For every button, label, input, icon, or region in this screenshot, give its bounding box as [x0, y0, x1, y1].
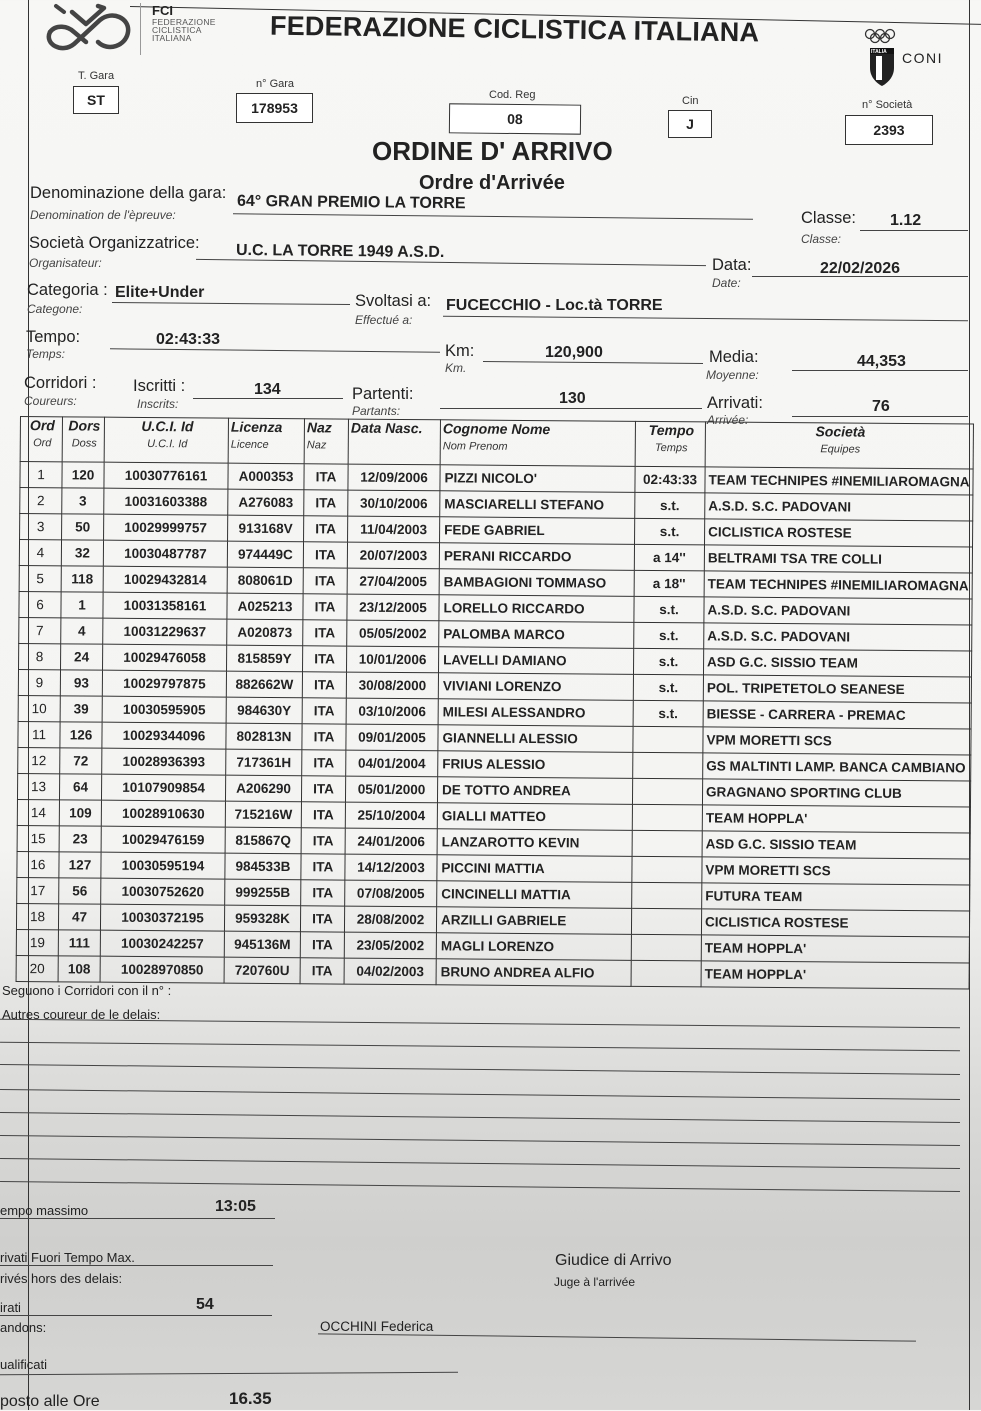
- row-uci-id: 10029476058: [103, 644, 227, 671]
- ritirati-label: irati: [0, 1300, 21, 1315]
- tempo-massimo-value: 13:05: [215, 1198, 256, 1215]
- km-label: Km:: [445, 342, 475, 360]
- row-team: BELTRAMI TSA TRE COLLI: [704, 545, 972, 573]
- row-data-nasc: 04/01/2004: [346, 750, 438, 777]
- column-header: [348, 419, 440, 465]
- ore-value: 16.35: [229, 1389, 272, 1408]
- row-data-nasc: 20/07/2003: [347, 542, 439, 569]
- row-naz: ITA: [303, 646, 347, 672]
- arrivati-line: [792, 416, 968, 417]
- row-name: BAMBAGIONI TOMMASO: [439, 569, 634, 597]
- iscritti-line: [193, 398, 343, 399]
- row-tempo: s.t.: [635, 492, 705, 519]
- row-licenza: 882662W: [226, 671, 302, 698]
- row-tempo: [631, 960, 701, 987]
- cin-box: J: [668, 110, 712, 138]
- row-team: POL. TRIPETETOLO SEANESE: [703, 675, 971, 703]
- row-naz: ITA: [302, 750, 346, 776]
- olympic-rings-shield-icon: [862, 28, 900, 88]
- row-ord: 6: [19, 591, 61, 617]
- row-dors: 24: [61, 644, 103, 670]
- row-uci-id: 10030776161: [104, 462, 228, 489]
- coni-label: CONI: [902, 50, 943, 66]
- row-dors: 120: [62, 462, 104, 488]
- row-naz: ITA: [301, 880, 345, 906]
- row-ord: 18: [16, 903, 58, 929]
- row-tempo: [631, 908, 701, 935]
- row-uci-id: 10028936393: [102, 748, 226, 775]
- row-uci-id: 10029797875: [102, 670, 226, 697]
- row-ord: 7: [19, 617, 61, 643]
- row-team: TEAM HOPPLA': [702, 805, 970, 833]
- denominazione-value: 64° GRAN PREMIO LA TORRE: [236, 192, 466, 213]
- ritirati-value: 54: [196, 1296, 214, 1313]
- row-licenza: 808061D: [227, 567, 303, 594]
- data-sub: Date:: [712, 276, 741, 290]
- giudice-sub: Juge à l'arrivée: [554, 1275, 635, 1289]
- row-name: DE TOTTO ANDREA: [437, 777, 632, 805]
- fci-brand: [140, 3, 216, 55]
- autres-label: Autres coureur de le delais:: [2, 1007, 161, 1022]
- row-naz: ITA: [304, 516, 348, 542]
- row-dors: 47: [58, 904, 100, 930]
- row-ord: 8: [19, 643, 61, 669]
- row-naz: ITA: [300, 958, 344, 984]
- t-gara-box: ST: [73, 86, 119, 114]
- row-name: VIVIANI LORENZO: [438, 673, 633, 701]
- km-value: 120,900: [545, 344, 603, 361]
- row-data-nasc: 28/08/2002: [344, 906, 436, 933]
- row-name: GIANNELLI ALESSIO: [438, 725, 633, 753]
- media-label: Media:: [709, 348, 759, 366]
- row-licenza: A025213: [227, 593, 303, 620]
- row-licenza: 984630Y: [226, 697, 302, 724]
- row-name: LANZAROTTO KEVIN: [437, 829, 632, 857]
- row-team: CICLISTICA ROSTESE: [701, 909, 969, 937]
- column-header-label: U.C.I. Id: [141, 417, 194, 435]
- row-licenza: 913168V: [228, 515, 304, 542]
- data-value: 22/02/2026: [820, 260, 901, 277]
- column-header: [635, 421, 705, 467]
- classe-label: Classe:: [801, 209, 857, 227]
- row-licenza: 717361H: [226, 749, 302, 776]
- row-data-nasc: 09/01/2005: [346, 724, 438, 751]
- row-naz: ITA: [301, 828, 345, 854]
- row-data-nasc: 04/02/2003: [344, 958, 436, 985]
- data-line: [752, 276, 968, 277]
- corridori-sub: Coureurs:: [24, 394, 77, 408]
- classe-line: [860, 230, 968, 231]
- federation-title: FEDERAZIONE CICLISTICA ITALIANA: [269, 10, 760, 48]
- row-ord: 16: [17, 851, 59, 877]
- ritirati-sub: andons:: [0, 1320, 47, 1335]
- row-naz: ITA: [301, 802, 345, 828]
- arrivati-sub: Arrivée:: [707, 413, 749, 427]
- column-header: [705, 422, 973, 469]
- partenti-line: [440, 408, 702, 409]
- societa-value: U.C. LA TORRE 1949 A.S.D.: [235, 241, 445, 262]
- row-name: FRIUS ALESSIO: [438, 751, 633, 779]
- column-header-label: Società: [815, 423, 866, 440]
- row-ord: 19: [16, 929, 58, 955]
- column-header: [104, 417, 228, 463]
- column-header-sublabel: Nom Prenom: [442, 440, 508, 453]
- row-uci-id: 10030595194: [101, 852, 225, 879]
- row-team: ASD G.C. SISSIO TEAM: [702, 831, 970, 859]
- row-name: ARZILLI GABRIELE: [436, 907, 631, 935]
- column-header-label: Naz: [306, 419, 332, 436]
- table-header-row: [20, 417, 973, 469]
- societa-sub: Organisateur:: [29, 256, 102, 270]
- row-dors: 50: [62, 514, 104, 540]
- categoria-sub: Categone:: [27, 302, 83, 316]
- row-uci-id: 10028910630: [101, 800, 225, 827]
- row-uci-id: 10031358161: [103, 592, 227, 619]
- row-tempo: s.t.: [634, 596, 704, 623]
- row-data-nasc: 24/01/2006: [345, 828, 437, 855]
- categoria-value: Elite+Under: [115, 284, 205, 301]
- row-licenza: 715216W: [225, 801, 301, 828]
- fuori-tempo-sub: rivés hors des delais:: [0, 1271, 123, 1286]
- column-header-label: Dors: [68, 417, 101, 434]
- row-tempo: [632, 856, 702, 883]
- row-ord: 3: [20, 514, 62, 540]
- iscritti-sub: Inscrits:: [137, 397, 179, 411]
- partenti-value: 130: [559, 390, 586, 407]
- row-dors: 56: [59, 878, 101, 904]
- row-uci-id: 10029999757: [104, 514, 228, 541]
- row-tempo: s.t.: [633, 674, 703, 701]
- row-tempo: s.t.: [633, 700, 703, 727]
- row-licenza: A000353: [228, 463, 304, 490]
- categoria-label: Categoria :: [27, 281, 108, 299]
- row-licenza: 815859Y: [227, 645, 303, 672]
- row-naz: ITA: [304, 464, 348, 490]
- row-data-nasc: 30/08/2000: [346, 672, 438, 699]
- row-data-nasc: 03/10/2006: [346, 698, 438, 725]
- n-gara-box: 178953: [236, 93, 313, 123]
- column-header-sublabel: Equipes: [820, 443, 861, 456]
- row-tempo: a 18'': [634, 570, 704, 597]
- row-uci-id: 10031229637: [103, 618, 227, 645]
- n-societa-box: 2393: [845, 115, 933, 145]
- cod-reg-box: 08: [449, 103, 581, 134]
- classe-sub: Classe:: [801, 232, 842, 246]
- row-naz: ITA: [302, 672, 346, 698]
- fci-cycling-logo-icon: [42, 2, 134, 58]
- row-tempo: [633, 752, 703, 779]
- row-dors: 3: [62, 488, 104, 514]
- t-gara-label: T. Gara: [78, 70, 115, 82]
- row-dors: 108: [58, 956, 100, 982]
- row-licenza: A020873: [227, 619, 303, 646]
- row-name: PALOMBA MARCO: [439, 621, 634, 649]
- row-team: GRAGNANO SPORTING CLUB: [702, 779, 970, 807]
- n-gara-label: n° Gara: [256, 78, 295, 90]
- row-uci-id: 10029476159: [101, 826, 225, 853]
- row-team: TEAM HOPPLA': [701, 961, 969, 989]
- coni-logo: [862, 28, 962, 93]
- row-uci-id: 10029432814: [103, 566, 227, 593]
- tempo-value: 02:43:33: [156, 331, 221, 348]
- seguono-label: Seguono i Corridori con il n° :: [2, 983, 172, 998]
- media-value: 44,353: [857, 353, 906, 370]
- partenti-label: Partenti:: [352, 385, 414, 403]
- column-header-sublabel: [349, 440, 440, 441]
- fuori-tempo-label: rivati Fuori Tempo Max.: [0, 1250, 135, 1265]
- row-ord: 12: [18, 747, 60, 773]
- column-header: [304, 419, 348, 464]
- row-name: LORELLO RICCARDO: [439, 595, 634, 623]
- row-data-nasc: 14/12/2003: [345, 854, 437, 881]
- denominazione-label: Denominazione della gara:: [30, 184, 227, 202]
- row-data-nasc: 25/10/2004: [345, 802, 437, 829]
- row-name: GIALLI MATTEO: [437, 803, 632, 831]
- row-licenza: 959328K: [224, 905, 300, 932]
- arrivati-label: Arrivati:: [707, 394, 763, 412]
- row-ord: 1: [20, 462, 62, 488]
- tempo-sub: Temps:: [26, 347, 65, 361]
- row-dors: 111: [58, 930, 100, 956]
- row-dors: 1: [61, 592, 103, 618]
- fci-short-name: FCI: [152, 3, 173, 18]
- row-team: A.S.D. S.C. PADOVANI: [705, 493, 973, 521]
- row-ord: 15: [17, 825, 59, 851]
- tempo-massimo-line: [0, 1218, 275, 1219]
- tempo-label: Tempo:: [26, 328, 81, 346]
- row-naz: ITA: [301, 776, 345, 802]
- km-sub: Km.: [445, 361, 467, 375]
- row-data-nasc: 27/04/2005: [347, 568, 439, 595]
- row-licenza: A276083: [228, 489, 304, 516]
- svoltasi-sub: Effectué a:: [355, 313, 413, 327]
- row-tempo: s.t.: [633, 648, 703, 675]
- row-licenza: 984533B: [225, 853, 301, 880]
- row-tempo: [632, 778, 702, 805]
- row-licenza: 802813N: [226, 723, 302, 750]
- row-tempo: [632, 882, 702, 909]
- row-naz: ITA: [300, 932, 344, 958]
- media-sub: Moyenne:: [706, 368, 759, 382]
- denominazione-sub: Denomination de l'èpreuve:: [30, 208, 176, 222]
- row-data-nasc: 05/01/2000: [345, 776, 437, 803]
- column-header-sublabel: Ord: [33, 437, 52, 450]
- column-header: [62, 417, 104, 462]
- row-tempo: [633, 726, 703, 753]
- row-dors: 23: [59, 826, 101, 852]
- row-name: MILESI ALESSANDRO: [438, 699, 633, 727]
- row-dors: 127: [59, 852, 101, 878]
- row-licenza: 945136M: [224, 931, 300, 958]
- row-uci-id: 10031603388: [104, 488, 228, 515]
- row-team: VPM MORETTI SCS: [703, 727, 971, 755]
- row-uci-id: 10030595905: [102, 696, 226, 723]
- row-ord: 5: [19, 565, 61, 591]
- row-name: PIZZI NICOLO': [440, 465, 635, 493]
- coni-shield-text: ITALIA: [871, 49, 887, 55]
- row-uci-id: 10030752620: [101, 878, 225, 905]
- column-header-sublabel: Licence: [230, 438, 269, 451]
- row-ord: 17: [17, 877, 59, 903]
- row-ord: 20: [16, 955, 58, 981]
- row-naz: ITA: [304, 490, 348, 516]
- row-uci-id: 10030242257: [100, 930, 224, 957]
- column-header-sublabel: U.C.I. Id: [147, 437, 188, 451]
- column-header: [20, 417, 62, 462]
- row-dors: 64: [59, 774, 101, 800]
- row-ord: 4: [19, 540, 61, 566]
- column-header: [440, 420, 635, 467]
- row-team: GS MALTINTI LAMP. BANCA CAMBIANO: [703, 753, 971, 781]
- row-dors: 4: [61, 618, 103, 644]
- column-header-label: Data Nasc.: [350, 419, 423, 437]
- column-header: [228, 418, 304, 464]
- row-team: BIESSE - CARRERA - PREMAC: [703, 701, 971, 729]
- row-uci-id: 10030487787: [103, 540, 227, 567]
- row-data-nasc: 30/10/2006: [348, 490, 440, 517]
- row-uci-id: 10029344096: [102, 722, 226, 749]
- row-licenza: 974449C: [227, 541, 303, 568]
- row-team: TEAM TECHNIPES #INEMILIAROMAGNA: [704, 571, 972, 599]
- ritirati-line: [0, 1315, 272, 1316]
- media-line: [792, 370, 968, 371]
- partenti-sub: Partants:: [352, 404, 401, 418]
- svoltasi-label: Svoltasi a:: [355, 292, 432, 310]
- cod-reg-label: Cod. Reg: [489, 89, 536, 101]
- fci-full-line-1: FEDERAZIONE: [152, 17, 216, 27]
- column-header-label: Ord: [29, 417, 55, 434]
- row-dors: 39: [60, 696, 102, 722]
- row-team: A.S.D. S.C. PADOVANI: [704, 597, 972, 625]
- column-header-sublabel: Doss: [71, 437, 97, 450]
- row-naz: ITA: [301, 854, 345, 880]
- row-dors: 72: [60, 748, 102, 774]
- arrivati-value: 76: [872, 398, 890, 415]
- row-ord: 9: [18, 669, 60, 695]
- row-uci-id: 10030372195: [100, 904, 224, 931]
- row-tempo: s.t.: [635, 518, 705, 545]
- row-data-nasc: 11/04/2003: [348, 516, 440, 543]
- row-name: MAGLI LORENZO: [436, 933, 631, 961]
- row-dors: 118: [61, 566, 103, 592]
- column-header-label: Tempo: [648, 421, 695, 439]
- row-licenza: 999255B: [225, 879, 301, 906]
- row-naz: ITA: [302, 698, 346, 724]
- row-licenza: 720760U: [224, 957, 300, 984]
- row-team: ASD G.C. SISSIO TEAM: [703, 649, 971, 677]
- column-header-label: Cognome Nome: [442, 420, 551, 438]
- fci-full-line-3: ITALIANA: [152, 33, 192, 43]
- corridori-label: Corridori :: [24, 374, 97, 392]
- row-licenza: A206290: [225, 775, 301, 802]
- row-name: BRUNO ANDREA ALFIO: [436, 959, 631, 987]
- ore-label: posto alle Ore: [0, 1393, 100, 1410]
- cin-label: Cin: [682, 95, 699, 107]
- document-title: ORDINE D' ARRIVO: [372, 136, 613, 166]
- row-ord: 13: [17, 773, 59, 799]
- fci-full-line-2: CICLISTICA: [152, 25, 202, 35]
- row-data-nasc: 07/08/2005: [345, 880, 437, 907]
- row-dors: 93: [60, 670, 102, 696]
- row-naz: ITA: [300, 906, 344, 932]
- row-name: PICCINI MATTIA: [437, 855, 632, 883]
- row-uci-id: 10107909854: [101, 774, 225, 801]
- row-ord: 11: [18, 721, 60, 747]
- classe-value: 1.12: [890, 212, 922, 229]
- row-ord: 2: [20, 488, 62, 514]
- row-name: CINCINELLI MATTIA: [437, 881, 632, 909]
- row-tempo: [632, 804, 702, 831]
- fuori-tempo-line: [0, 1265, 273, 1266]
- societa-label: Società Organizzatrice:: [29, 234, 200, 252]
- row-tempo: [632, 830, 702, 857]
- svoltasi-value: FUCECCHIO - Loc.tà TORRE: [446, 297, 663, 314]
- row-naz: ITA: [303, 542, 347, 568]
- document-subtitle: Ordre d'Arrivée: [419, 172, 565, 194]
- row-naz: ITA: [303, 594, 347, 620]
- row-data-nasc: 23/12/2005: [347, 594, 439, 621]
- row-dors: 109: [59, 800, 101, 826]
- row-team: TEAM HOPPLA': [701, 935, 969, 963]
- row-data-nasc: 12/09/2006: [348, 464, 440, 491]
- column-header-sublabel: Naz: [306, 439, 327, 452]
- row-data-nasc: 05/05/2002: [347, 620, 439, 647]
- tempo-massimo-label: empo massimo: [0, 1203, 89, 1218]
- row-naz: ITA: [302, 724, 346, 750]
- row-data-nasc: 23/05/2002: [344, 932, 436, 959]
- row-team: VPM MORETTI SCS: [702, 857, 970, 885]
- row-team: A.S.D. S.C. PADOVANI: [704, 623, 972, 651]
- row-ord: 10: [18, 695, 60, 721]
- row-name: MASCIARELLI STEFANO: [440, 491, 635, 519]
- row-data-nasc: 10/01/2006: [346, 646, 438, 673]
- row-naz: ITA: [303, 620, 347, 646]
- row-dors: 32: [61, 540, 103, 566]
- squalificati-label: ualificati: [0, 1357, 47, 1372]
- row-name: LAVELLI DAMIANO: [438, 647, 633, 675]
- data-label: Data:: [712, 256, 752, 274]
- row-ord: 14: [17, 799, 59, 825]
- iscritti-value: 134: [254, 381, 281, 398]
- row-dors: 126: [60, 722, 102, 748]
- column-header-sublabel: Temps: [654, 441, 688, 455]
- n-societa-label: n° Società: [862, 99, 913, 111]
- results-table: [16, 416, 974, 989]
- row-team: TEAM TECHNIPES #INEMILIAROMAGNA: [705, 467, 973, 495]
- row-team: CICLISTICA ROSTESE: [705, 519, 973, 547]
- row-uci-id: 10028970850: [100, 956, 224, 983]
- row-name: FEDE GABRIEL: [440, 517, 635, 545]
- iscritti-label: Iscritti :: [133, 377, 186, 395]
- row-tempo: 02:43:33: [635, 466, 705, 493]
- row-naz: ITA: [303, 568, 347, 594]
- column-header-label: Licenza: [230, 418, 283, 436]
- giudice-label: Giudice di Arrivo: [555, 1252, 672, 1269]
- row-tempo: a 14'': [634, 544, 704, 571]
- row-licenza: 815867Q: [225, 827, 301, 854]
- row-team: FUTURA TEAM: [702, 883, 970, 911]
- row-tempo: [631, 934, 701, 961]
- row-tempo: s.t.: [634, 622, 704, 649]
- giudice-name: OCCHINI Federica: [320, 1319, 434, 1334]
- row-name: PERANI RICCARDO: [439, 543, 634, 571]
